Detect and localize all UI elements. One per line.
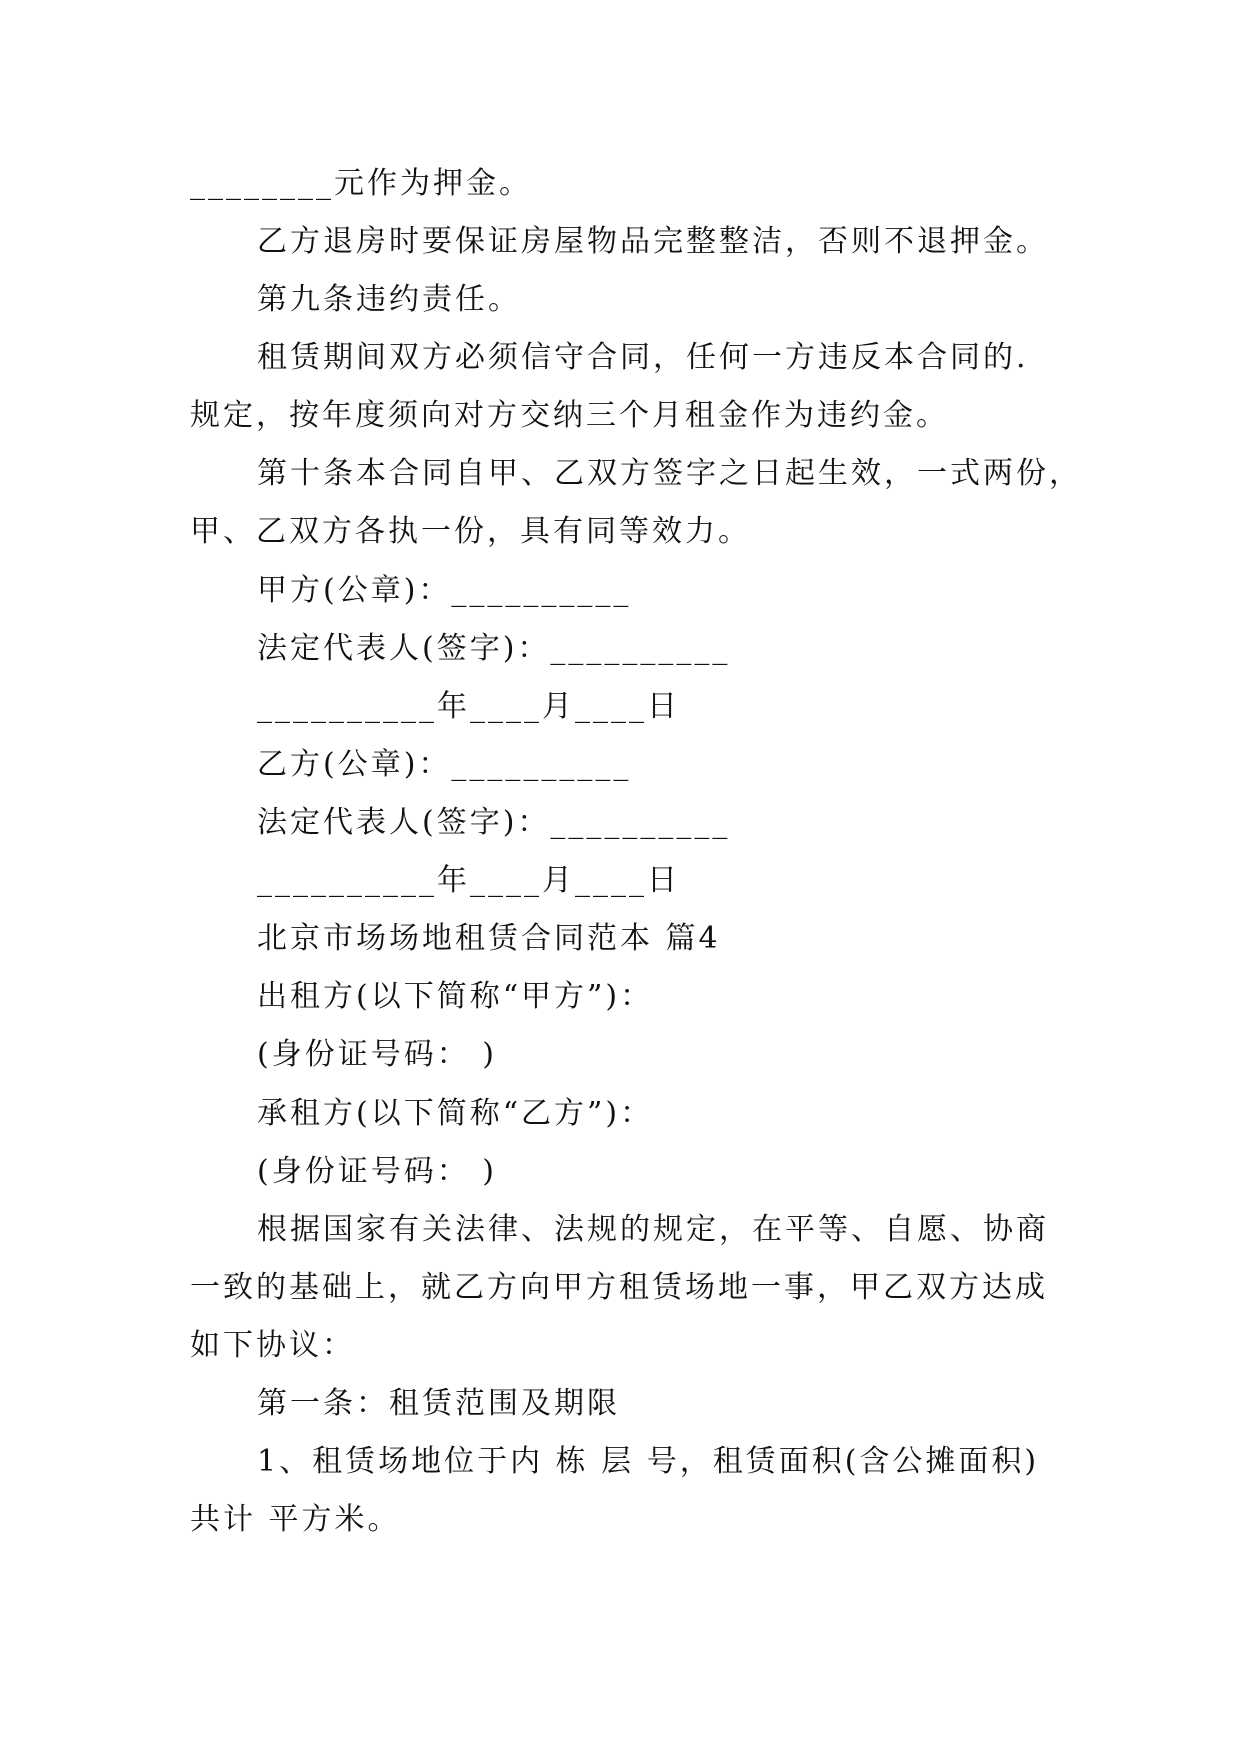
party-b-representative-line: 法定代表人(签字)：__________: [257, 805, 731, 840]
article-1-heading: 第一条：租赁范围及期限: [257, 1386, 620, 1421]
article-1-item-1: 1、租赁场地位于内 栋 层 号，租赁面积(含公摊面积): [257, 1444, 1040, 1479]
lessor-line: 出租方(以下简称“甲方”)：: [257, 979, 654, 1014]
article-9-text-2: 规定，按年度须向对方交纳三个月租金作为违约金。: [190, 398, 949, 433]
move-out-clause: 乙方退房时要保证房屋物品完整整洁，否则不退押金。: [257, 224, 1049, 259]
lessee-id-line: (身份证号码： ): [257, 1154, 497, 1189]
party-a-representative-line: 法定代表人(签字)：__________: [257, 631, 731, 666]
lessor-id-line: (身份证号码： ): [257, 1037, 497, 1072]
preamble-text-1: 根据国家有关法律、法规的规定，在平等、自愿、协商: [257, 1212, 1049, 1247]
preamble-text-2: 一致的基础上，就乙方向甲方租赁场地一事，甲乙双方达成: [190, 1270, 1048, 1305]
article-1-item-1-cont: 共计 平方米。: [190, 1502, 401, 1537]
party-b-date-line: __________年____月____日: [257, 863, 680, 898]
article-9-text-1: 租赁期间双方必须信守合同，任何一方违反本合同的.: [257, 340, 1029, 375]
party-b-seal-line: 乙方(公章)：__________: [257, 747, 632, 782]
section-title: 北京市场场地租赁合同范本 篇4: [257, 921, 721, 956]
party-a-date-line: __________年____月____日: [257, 689, 680, 724]
deposit-line: ________元作为押金。: [190, 166, 532, 201]
article-9-heading: 第九条违约责任。: [257, 282, 521, 317]
preamble-text-3: 如下协议：: [190, 1328, 355, 1363]
lessee-line: 承租方(以下简称“乙方”)：: [257, 1096, 654, 1131]
party-a-seal-line: 甲方(公章)：__________: [257, 573, 632, 608]
article-10-text-1: 第十条本合同自甲、乙双方签字之日起生效，一式两份，: [257, 456, 1082, 491]
article-10-text-2: 甲、乙双方各执一份，具有同等效力。: [190, 514, 751, 549]
